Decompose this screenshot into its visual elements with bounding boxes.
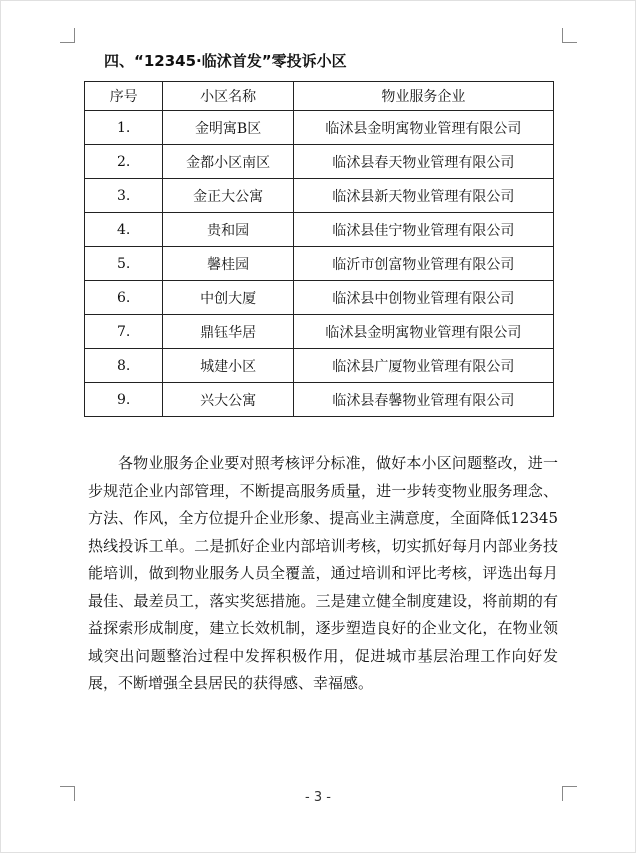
- cell-company: 临沭县中创物业管理有限公司: [293, 281, 553, 315]
- cell-company: 临沭县新天物业管理有限公司: [293, 179, 553, 213]
- body-paragraph: 各物业服务企业要对照考核评分标准，做好本小区问题整改，进一步规范企业内部管理，不断提高服务质量，进一步转变物业服务理念、方法、作风，全方位提升企业形象、提高业主满意度，全面降低12345热线投诉工单。二是抓好企业内部培训考核，切实抓好每月内部业务技能培训，做到物业服务人员全覆盖，通过培训和评比考核，评选出每月最佳、最差员工，落实奖惩措施。三是建立健全制度建设，将前期的有益探索形成制度，建立长效机制，逐步塑造良好的企业文化，在物业领域突出问题整治过程中发挥积极作用，促进城市基层治理工作向好发展，不断增强全县居民的获得感、幸福感。: [88, 454, 558, 692]
- section-heading: 四、“12345·临沭首发”零投诉小区: [104, 52, 347, 70]
- table-row: [85, 111, 554, 145]
- table-row: [85, 145, 554, 179]
- cell-community: 金明寓B区: [163, 111, 293, 145]
- table-row: [85, 315, 554, 349]
- cell-company: 临沭县广厦物业管理有限公司: [293, 349, 553, 383]
- cell-community: 馨桂园: [163, 247, 293, 281]
- page-number: - 3 -: [305, 790, 331, 805]
- community-table: [84, 81, 554, 417]
- table-header-row: [85, 82, 554, 111]
- table-row: [85, 281, 554, 315]
- cell-community: 金都小区南区: [163, 145, 293, 179]
- cell-community: 城建小区: [163, 349, 293, 383]
- table-row: [85, 383, 554, 417]
- table-row: [85, 179, 554, 213]
- cell-index: 9.: [85, 383, 163, 417]
- cell-community: 兴大公寓: [163, 383, 293, 417]
- cell-company: 临沭县春天物业管理有限公司: [293, 145, 553, 179]
- cell-community: 贵和园: [163, 213, 293, 247]
- cell-index: 2.: [85, 145, 163, 179]
- cell-community: 鼎钰华居: [163, 315, 293, 349]
- header-company: 物业服务企业: [293, 82, 553, 111]
- cell-index: 5.: [85, 247, 163, 281]
- crop-mark-top-left: [60, 28, 75, 43]
- cell-index: 4.: [85, 213, 163, 247]
- cell-company: 临沂市创富物业管理有限公司: [293, 247, 553, 281]
- cell-index: 6.: [85, 281, 163, 315]
- cell-index: 1.: [85, 111, 163, 145]
- cell-community: 中创大厦: [163, 281, 293, 315]
- table-row: [85, 349, 554, 383]
- table-row: [85, 247, 554, 281]
- cell-index: 8.: [85, 349, 163, 383]
- header-community: 小区名称: [163, 82, 293, 111]
- cell-index: 7.: [85, 315, 163, 349]
- cell-company: 临沭县春馨物业管理有限公司: [293, 383, 553, 417]
- header-index: 序号: [85, 82, 163, 111]
- cell-company: 临沭县金明寓物业管理有限公司: [293, 111, 553, 145]
- cell-community: 金正大公寓: [163, 179, 293, 213]
- crop-mark-top-right: [562, 28, 577, 43]
- cell-company: 临沭县金明寓物业管理有限公司: [293, 315, 553, 349]
- cell-company: 临沭县佳宁物业管理有限公司: [293, 213, 553, 247]
- table-row: [85, 213, 554, 247]
- cell-index: 3.: [85, 179, 163, 213]
